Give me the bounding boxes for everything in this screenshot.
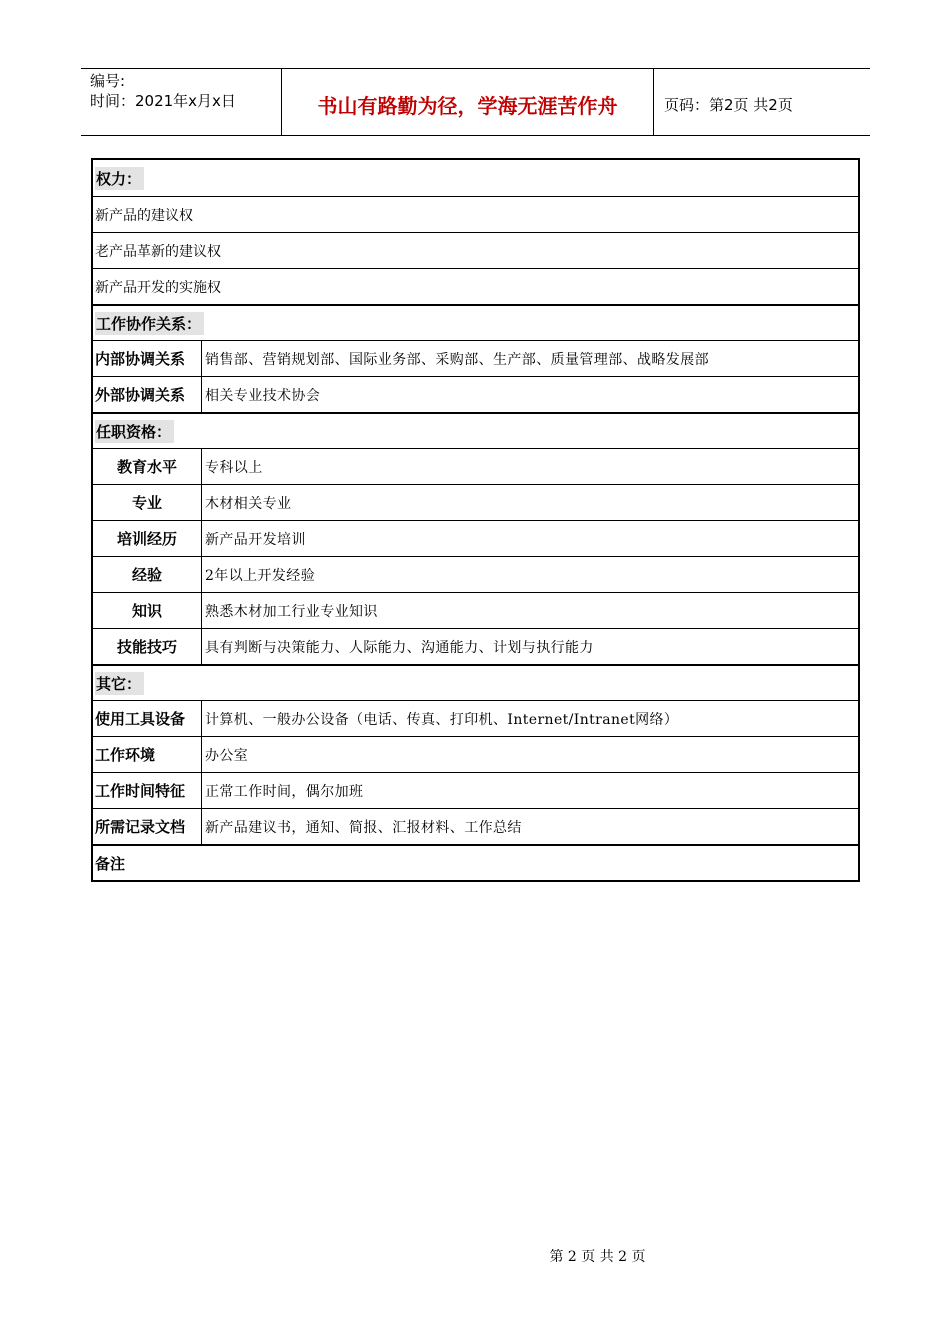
table-row [93,448,858,484]
section-qualifications-header [93,412,858,448]
header-meta [81,69,282,135]
table-row [93,376,858,412]
table-row [93,592,858,628]
section-title: 备注 [95,854,126,873]
document-time: 时间：2021年x月x日 [90,92,236,110]
table-row [93,772,858,808]
row-value: 正常工作时间，偶尔加班 [205,783,364,800]
row-label: 专业 [93,485,202,520]
table-row [93,556,858,592]
page-footer: 第 2 页 共 2 页 [549,1249,646,1265]
row-value: 计算机、一般办公设备（电话、传真、打印机、Internet/Intranet网络） [205,711,679,728]
row-value: 专科以上 [205,459,263,476]
document-number-label: 编号: [90,72,126,90]
row-value: 熟悉木材加工行业专业知识 [205,603,378,620]
header-page-info: 页码：第2页 共2页 [664,95,793,114]
row-value: 相关专业技术协会 [205,387,321,404]
authority-item: 新产品开发的实施权 [95,279,221,296]
row-label: 外部协调关系 [93,377,202,412]
row-value: 具有判断与决策能力、人际能力、沟通能力、计划与执行能力 [205,639,594,656]
row-value: 2年以上开发经验 [205,567,316,584]
row-value: 木材相关专业 [205,495,292,512]
row-value: 新产品建议书，通知、简报、汇报材料、工作总结 [205,819,522,836]
list-item [93,196,858,232]
section-title: 权力： [95,167,144,190]
row-value: 新产品开发培训 [205,531,306,548]
table-row [93,340,858,376]
section-remarks-header [93,844,858,880]
table-row [93,700,858,736]
authority-item: 老产品革新的建议权 [95,243,221,260]
row-label: 教育水平 [93,449,202,484]
table-row [93,628,858,664]
table-row [93,484,858,520]
list-item [93,232,858,268]
row-label: 经验 [93,557,202,592]
row-label: 技能技巧 [93,629,202,664]
row-label: 工作时间特征 [93,773,202,808]
row-label: 所需记录文档 [93,809,202,844]
header-motto: 书山有路勤为径，学海无涯苦作舟 [282,69,654,135]
table-row [93,808,858,844]
table-row [93,736,858,772]
table-row [93,520,858,556]
row-label: 工作环境 [93,737,202,772]
row-value: 销售部、营销规划部、国际业务部、采购部、生产部、质量管理部、战略发展部 [205,351,709,368]
document-header [81,68,870,136]
row-label: 知识 [93,593,202,628]
job-description-table [91,158,860,882]
section-other-header [93,664,858,700]
row-label: 培训经历 [93,521,202,556]
section-authority-header [93,160,858,196]
section-title: 工作协作关系： [95,312,204,335]
section-relations-header [93,304,858,340]
list-item [93,268,858,304]
section-title: 其它： [95,672,144,695]
section-title: 任职资格： [95,420,174,443]
row-value: 办公室 [205,747,249,764]
row-label: 使用工具设备 [93,701,202,736]
row-label: 内部协调关系 [93,341,202,376]
authority-item: 新产品的建议权 [95,207,193,224]
